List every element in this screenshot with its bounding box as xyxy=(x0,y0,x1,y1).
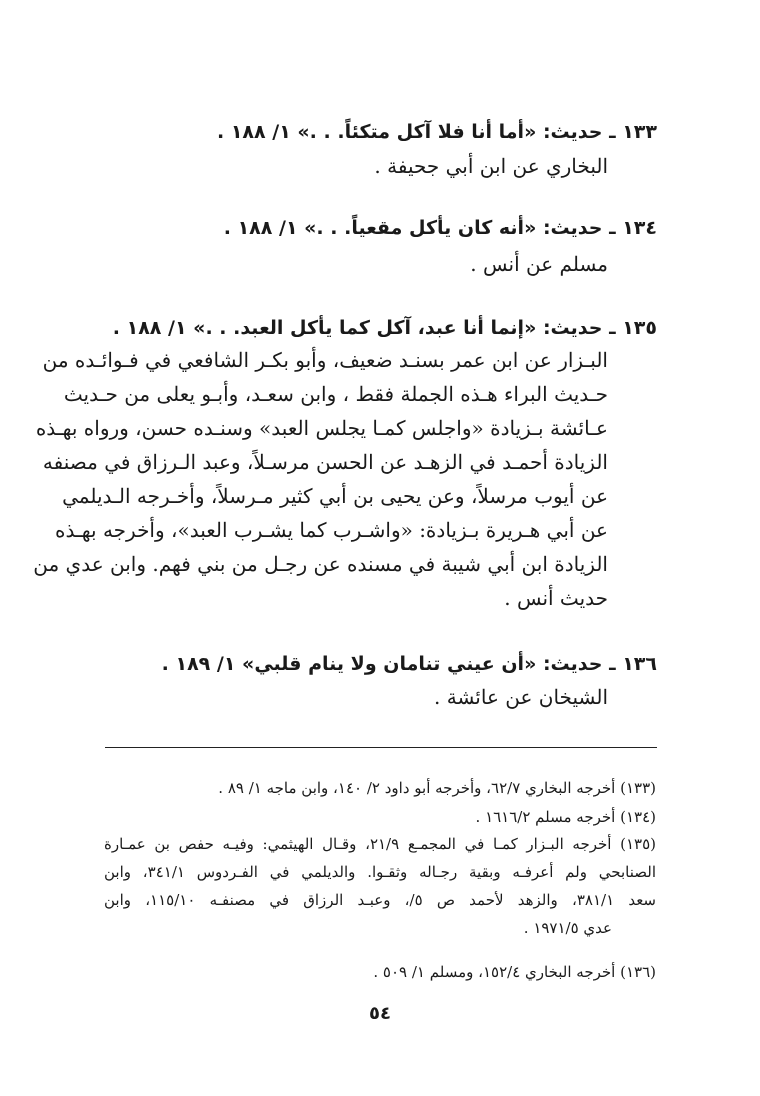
page-number: ٥٤ xyxy=(369,1003,391,1024)
entry-135-line: عن أبي هـريرة بـزيادة: «واشـرب كما يشـرب العبد»، وأخرجه بهـذه xyxy=(54,518,608,542)
footnote-separator xyxy=(105,747,657,748)
footnote-135 xyxy=(104,830,656,942)
entry-136-heading: ١٣٦ ـ حديث: «أن عيني تنامان ولا ينام قلبي» ١/ ١٨٩ . xyxy=(161,653,657,675)
entry-135-line: الزيادة ابن أبي شيبة في مسنده عن رجـل من بني فهم. وابن عدي من xyxy=(33,552,608,576)
entry-136-source: الشيخان عن عائشة . xyxy=(434,685,608,709)
entry-135-line: حـديث البراء هـذه الجملة فقط ، وابن سعـد، وأبـو يعلى من حـديث xyxy=(63,382,608,406)
footnote-133: (١٣٣) أخرجه البخاري ٦٢/٧، وأخرجه أبو داود ٢/ ١٤٠، وابن ماجه ١/ ٨٩ . xyxy=(218,779,656,797)
footnote-135-line: سعد ٣٨١/١، والزهد لأحمد ص ٥/، وعبـد الرزاق في مصنفـه ١١٥/١٠، وابن xyxy=(104,891,656,909)
entry-135-line: عن أيوب مرسلاً، وعن يحيى بن أبي كثير مـرسلاً، وأخـرجه الـديلمي xyxy=(62,484,608,508)
entry-133-source: البخاري عن ابن أبي جحيفة . xyxy=(374,154,608,178)
footnote-135-line: عدي ١٩٧١/٥ . xyxy=(523,919,612,937)
footnote-136: (١٣٦) أخرجه البخاري ١٥٢/٤، ومسلم ١/ ٥٠٩ . xyxy=(373,963,656,981)
entry-135-line: حديث أنس . xyxy=(504,586,608,610)
entry-135-line: عـائشة بـزيادة «واجلس كمـا يجلس العبد» وسنـده حسن، ورواه بهـذه xyxy=(35,416,608,440)
footnote-135-line: الصنابحي ولم أعرفـه وبقية رجـاله وثقـوا. والديلمي في الفـردوس ٣٤١/١، وابن xyxy=(104,863,656,881)
footnote-135-line: (١٣٥) أخرجه البـزار كمـا في المجمـع ٢١/٩، وقـال الهيثمي: وفيـه حفص بن عمـارة xyxy=(104,835,657,853)
entry-134-heading: ١٣٤ ـ حديث: «أنه كان يأكل مقعياً. . .» ١/ ١٨٨ . xyxy=(223,217,657,239)
entry-135-line: الزيادة أحمـد في الزهـد عن الحسن مرسـلاً، وعبد الـرزاق في مصنفه xyxy=(42,450,608,474)
entry-134-source: مسلم عن أنس . xyxy=(470,252,608,276)
entry-135-body xyxy=(33,343,608,615)
entry-133-heading: ١٣٣ ـ حديث: «أما أنا فلا آكل متكئاً. . .» ١/ ١٨٨ . xyxy=(216,121,657,143)
footnote-134: (١٣٤) أخرجه مسلم ١٦١٦/٢ . xyxy=(475,808,656,826)
entry-135-heading: ١٣٥ ـ حديث: «إنما أنا عبد، آكل كما يأكل العبد. . .» ١/ ١٨٨ . xyxy=(112,317,657,339)
entry-135-line: البـزار عن ابن عمر بسنـد ضعيف، وأبو بكـر الشافعي في فـوائـده من xyxy=(42,348,608,372)
